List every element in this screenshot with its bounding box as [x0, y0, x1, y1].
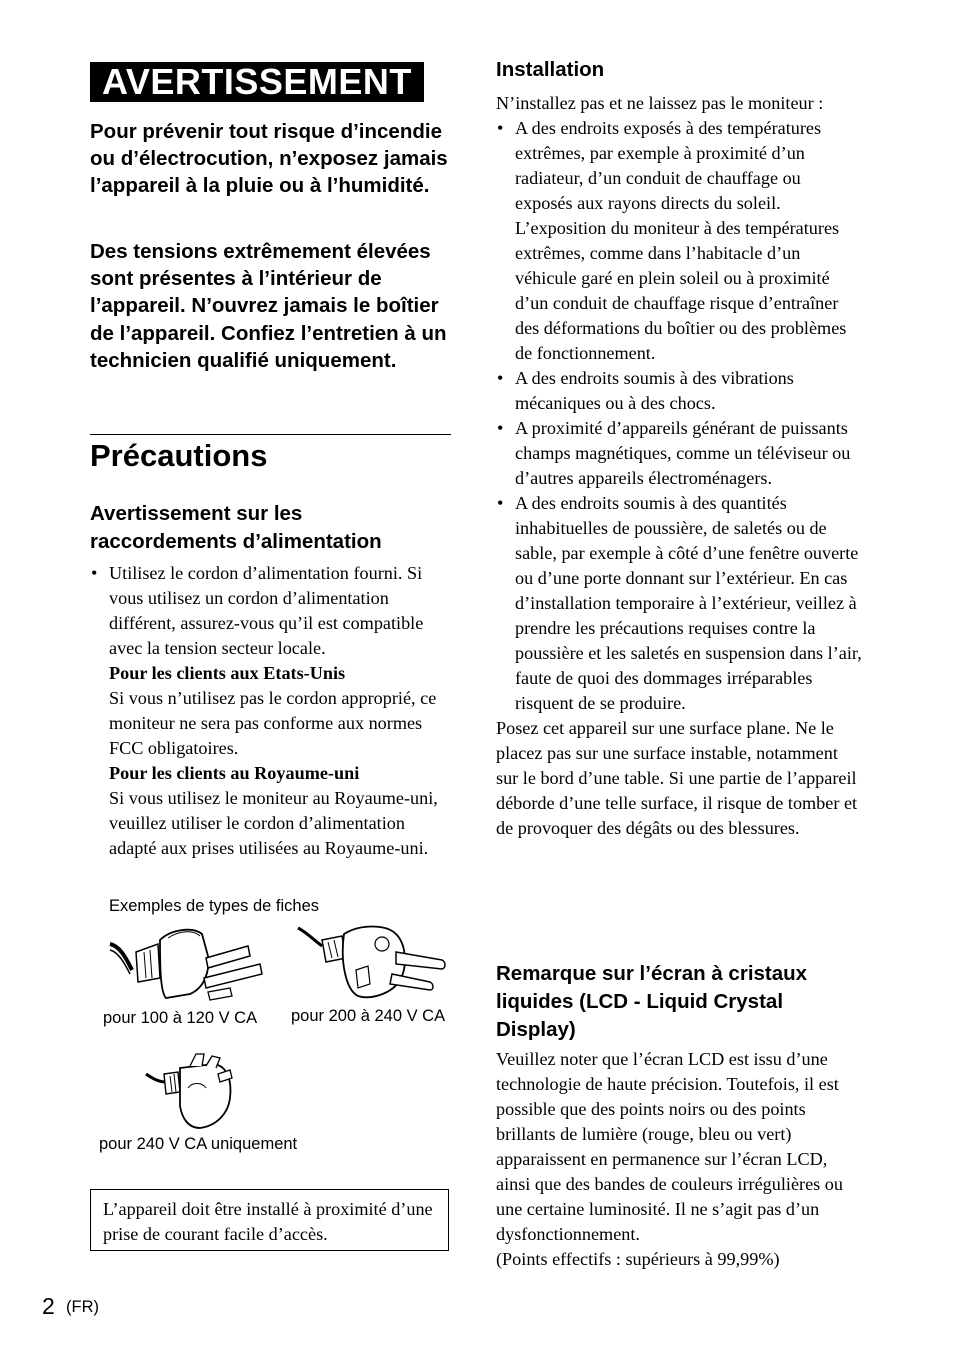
lcd-effective-points: (Points effectifs : supérieurs à 99,99%)	[496, 1249, 780, 1269]
page-number: 2	[42, 1293, 55, 1319]
installation-bullet-4: • A des endroits soumis à des quantités inhabituelles de poussière, de saletés ou de sable, par exemple à côté d’une fenêtre ouverte ou d’une porte donnant sur l’extérieur. En cas d’installation temporaire à l’extérieur, veillez à prendre les précautions requises contre la poussière et les saletés en suspension dans l’air, faute de quoi des dommages irréparables risquent de se produire.	[496, 491, 862, 716]
us-plug-illustration	[108, 922, 278, 1002]
power-bullet	[90, 561, 452, 861]
installation-heading: Installation	[496, 58, 605, 81]
lcd-heading: Remarque sur l’écran à cristaux liquides (LCD - Liquid Crystal Display)	[496, 962, 808, 1041]
precautions-title: Précautions	[90, 438, 268, 473]
installation-note-box	[90, 1189, 449, 1251]
eu-plug-illustration	[296, 922, 454, 1004]
lcd-text: Veuillez noter que l’écran LCD est issu d’une technologie de haute précision. Toutefois, il est possible que des points noirs ou des points brillants de lumière (rouge, bleu ou vert) apparaissent en permanence sur l’écran LCD, ainsi que des bandes de couleurs irrégulières ou une certaine luminosité. Il ne s’agit pas d’un dysfonctionnement.	[496, 1049, 843, 1244]
installation-flat-surface: Posez cet appareil sur une surface plane. Ne le placez pas sur une surface instable, notamment sur le bord d’une table. Si une partie de l’appareil déborde d’une telle surface, il risque de tomber et de provoquer des dégâts ou des blessures.	[496, 718, 858, 838]
installation-bullet-1: • A des endroits exposés à des températures extrêmes, par exemple à proximité d’un radiateur, d’un conduit de chauffage ou exposés aux rayons directs du soleil. L’exposition du moniteur à des températures extrêmes, comme dans l’habitacle d’un véhicule garé en plein soleil ou à proximité d’un conduit de chauffage risque d’entraîner des déformations du boîtier ou des problèmes de fonctionnement.	[496, 116, 862, 366]
warning-paragraph-2: Des tensions extrêmement élevées sont présentes à l’intérieur de l’appareil. N’ouvrez jamais le boîtier de l’appareil. Confiez l’entretien à un technicien qualifié uniquement.	[90, 240, 447, 372]
uk-label: Pour les clients au Royaume-uni	[109, 763, 360, 783]
warning-title: AVERTISSEMENT	[90, 62, 424, 102]
plug-caption-2: pour 200 à 240 V CA	[291, 1007, 446, 1025]
plug-caption-3: pour 240 V CA uniquement	[99, 1135, 298, 1153]
uk-text: Si vous utilisez le moniteur au Royaume-uni, veuillez utiliser le cordon d’alimentation adapté aux prises utilisées au Royaume-uni.	[109, 788, 438, 858]
section-divider	[90, 434, 451, 435]
power-heading: Avertissement sur les raccordements d’alimentation	[90, 502, 382, 553]
installation-section	[496, 91, 862, 841]
warning-paragraph-1: Pour prévenir tout risque d’incendie ou d’électrocution, n’exposez jamais l’appareil à la pluie ou à l’humidité.	[90, 120, 448, 198]
installation-bullet-2: • A des endroits soumis à des vibrations mécaniques ou à des chocs.	[496, 366, 862, 416]
installation-note: L’appareil doit être installé à proximité d’une prise de courant facile d’accès.	[103, 1199, 433, 1244]
installation-bullet-3: • A proximité d’appareils générant de puissants champs magnétiques, comme un téléviseur ou d’autres appareils électroménagers.	[496, 416, 862, 491]
us-text: Si vous n’utilisez pas le cordon approprié, ce moniteur ne sera pas conforme aux normes FCC obligatoires.	[109, 688, 437, 758]
plug-caption-1: pour 100 à 120 V CA	[103, 1009, 258, 1027]
lcd-section	[496, 1047, 862, 1272]
page-language: (FR)	[66, 1298, 99, 1316]
us-label: Pour les clients aux Etats-Unis	[109, 663, 346, 683]
uk-plug-illustration	[144, 1052, 236, 1132]
installation-intro: N’installez pas et ne laissez pas le moniteur :	[496, 93, 824, 113]
plug-examples-caption: Exemples de types de fiches	[109, 897, 320, 915]
power-bullet-text: • Utilisez le cordon d’alimentation fourni. Si vous utilisez un cordon d’alimentation différent, assurez-vous qu’il est compatible avec la tension secteur locale.	[90, 561, 452, 661]
